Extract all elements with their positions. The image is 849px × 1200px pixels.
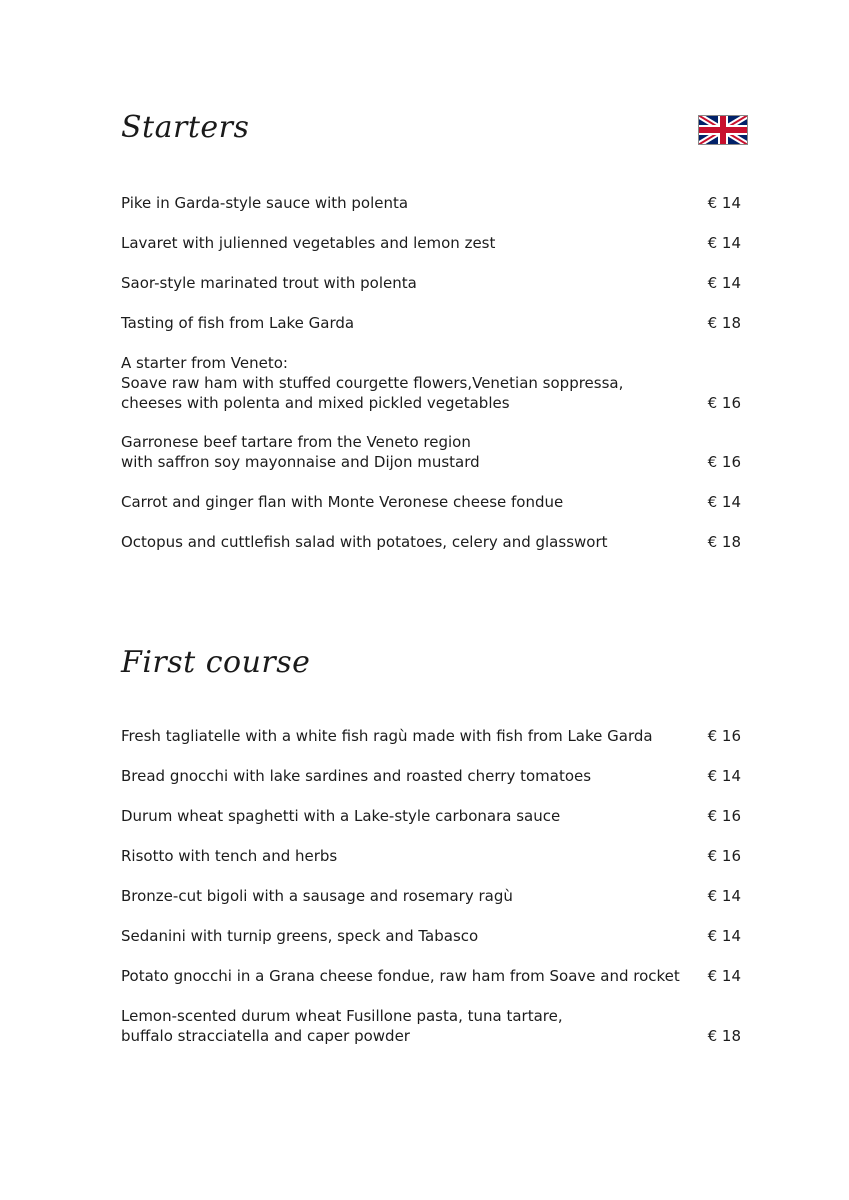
menu-item-line: Garronese beef tartare from the Veneto region xyxy=(121,433,471,451)
menu-item xyxy=(121,926,741,946)
menu-item-price: € 14 xyxy=(707,887,741,905)
menu-item-price: € 16 xyxy=(707,807,741,825)
menu-item-description xyxy=(121,313,701,333)
menu-item xyxy=(121,273,741,293)
menu-item-description xyxy=(121,766,701,786)
menu-item xyxy=(121,1006,741,1046)
menu-item xyxy=(121,846,741,866)
first-course-title: First course xyxy=(121,645,311,680)
menu-item-line: Lavaret with julienned vegetables and lemon zest xyxy=(121,234,496,252)
menu-item-description xyxy=(121,846,701,866)
menu-item-line: with saffron soy mayonnaise and Dijon mustard xyxy=(121,453,480,471)
menu-item-description xyxy=(121,353,701,413)
menu-item-price: € 16 xyxy=(707,847,741,865)
menu-item-price: € 16 xyxy=(707,453,741,471)
menu-item xyxy=(121,966,741,986)
menu-item-line: Fresh tagliatelle with a white fish ragù made with fish from Lake Garda xyxy=(121,727,653,745)
menu-item-line: Bread gnocchi with lake sardines and roasted cherry tomatoes xyxy=(121,767,592,785)
union-jack-flag-icon[interactable] xyxy=(698,115,748,145)
menu-item-description xyxy=(121,532,701,552)
menu-item-price: € 18 xyxy=(707,533,741,551)
menu-item-line: Saor-style marinated trout with polenta xyxy=(121,274,417,292)
menu-item-line: Potato gnocchi in a Grana cheese fondue, raw ham from Soave and rocket xyxy=(121,967,680,985)
menu-item xyxy=(121,766,741,786)
menu-item-description xyxy=(121,886,701,906)
menu-item xyxy=(121,806,741,826)
menu-item-line: Bronze-cut bigoli with a sausage and rosemary ragù xyxy=(121,887,513,905)
menu-item-description xyxy=(121,966,701,986)
menu-item xyxy=(121,726,741,746)
menu-item-description xyxy=(121,233,701,253)
menu-item-line: Durum wheat spaghetti with a Lake-style carbonara sauce xyxy=(121,807,561,825)
menu-item-price: € 14 xyxy=(707,927,741,945)
menu-item-price: € 16 xyxy=(707,727,741,745)
starters-title: Starters xyxy=(121,110,250,145)
menu-item-description xyxy=(121,806,701,826)
menu-item-line: Sedanini with turnip greens, speck and Tabasco xyxy=(121,927,479,945)
menu-item-description xyxy=(121,926,701,946)
menu-item-price: € 16 xyxy=(707,394,741,412)
menu-item-description xyxy=(121,193,701,213)
menu-item-line: buffalo stracciatella and caper powder xyxy=(121,1027,410,1045)
menu-item-line: cheeses with polenta and mixed pickled vegetables xyxy=(121,394,510,412)
menu-item-price: € 14 xyxy=(707,194,741,212)
menu-item-line: Soave raw ham with stuffed courgette flowers,Venetian soppressa, xyxy=(121,374,624,392)
menu-item-line: A starter from Veneto: xyxy=(121,354,288,372)
menu-item-description xyxy=(121,1006,701,1046)
menu-item xyxy=(121,353,741,413)
menu-item xyxy=(121,492,741,512)
menu-item-price: € 14 xyxy=(707,767,741,785)
menu-item xyxy=(121,432,741,472)
menu-item xyxy=(121,532,741,552)
menu-item-price: € 18 xyxy=(707,314,741,332)
menu-item-line: Carrot and ginger flan with Monte Veronese cheese fondue xyxy=(121,493,564,511)
menu-item-line: Tasting of fish from Lake Garda xyxy=(121,314,355,332)
menu-item xyxy=(121,886,741,906)
menu-item xyxy=(121,193,741,213)
menu-item-price: € 14 xyxy=(707,234,741,252)
menu-item-description xyxy=(121,273,701,293)
menu-item-line: Risotto with tench and herbs xyxy=(121,847,338,865)
menu-item-price: € 14 xyxy=(707,274,741,292)
menu-item-line: Octopus and cuttlefish salad with potatoes, celery and glasswort xyxy=(121,533,608,551)
menu-item-price: € 14 xyxy=(707,493,741,511)
menu-item-description xyxy=(121,432,701,472)
menu-item xyxy=(121,233,741,253)
menu-item-description xyxy=(121,492,701,512)
menu-item-line: Lemon-scented durum wheat Fusillone pasta, tuna tartare, xyxy=(121,1007,563,1025)
menu-item-description xyxy=(121,726,701,746)
menu-item-price: € 18 xyxy=(707,1027,741,1045)
menu-item-line: Pike in Garda-style sauce with polenta xyxy=(121,194,409,212)
menu-item xyxy=(121,313,741,333)
menu-item-price: € 14 xyxy=(707,967,741,985)
